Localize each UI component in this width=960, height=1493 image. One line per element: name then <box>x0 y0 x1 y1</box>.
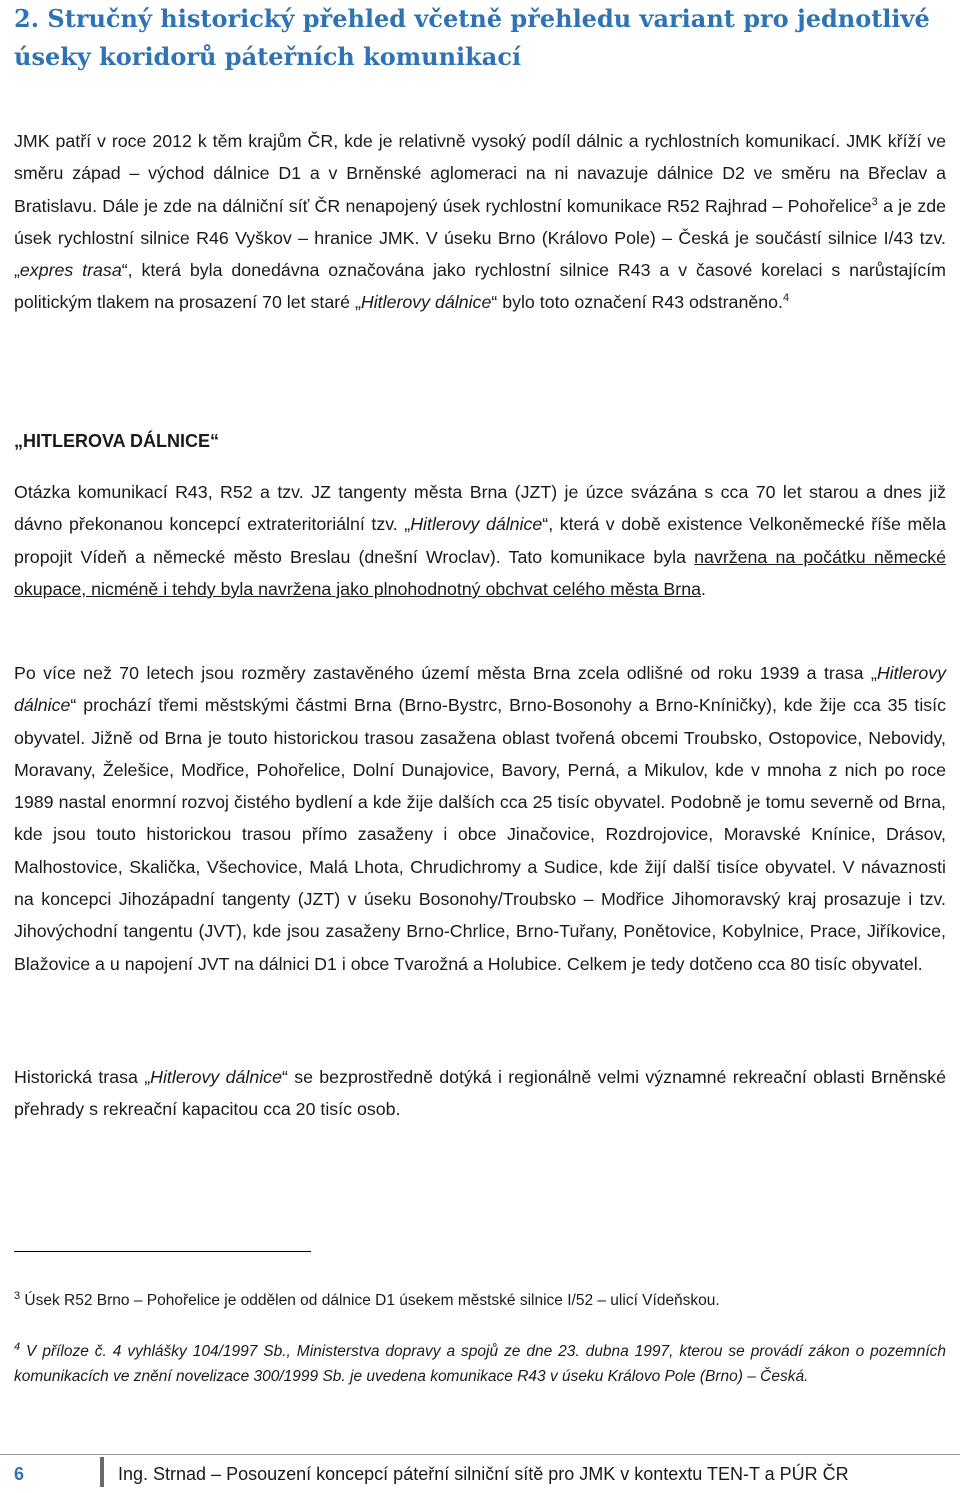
intro-paragraph <box>14 125 946 319</box>
footnote-separator <box>14 1251 311 1252</box>
paragraph-recreation <box>14 1061 946 1126</box>
footnote-text: V příloze č. 4 vyhlášky 104/1997 Sb., Ministerstva dopravy a spojů ze dne 23. dubna 1997, kterou se provádí zákon o pozemních komunikacích ve znění novelizace 300/1999 Sb. je uvedena komunikace R43 v úseku Královo Pole (Brno) – Česká. <box>14 1343 946 1385</box>
footnote-ref-4[interactable]: 4 <box>782 292 790 305</box>
italic-term: Hitlerovy dálnice <box>360 292 492 313</box>
footnote-number: 3 <box>14 1289 21 1302</box>
subheading-hitlerova-dalnice: „HITLEROVA DÁLNICE“ <box>14 431 219 451</box>
section-heading-line-1: 2. Stručný historický přehled včetně přehledu variant pro jednotlivé <box>14 4 930 33</box>
section-heading-line-2: úseky koridorů páteřních komunikací <box>14 42 522 71</box>
footer-divider <box>100 1457 104 1487</box>
text-run: a je zde úsek rychlostní silnice R46 Vyškov – hranice JMK. V úseku Brno (Královo Pole) – Česká je součástí silnice I/43 tzv. „ <box>14 195 947 281</box>
italic-term: expres trasa <box>19 260 122 281</box>
paragraph-question <box>14 476 946 605</box>
paragraph-population <box>14 657 946 980</box>
underlined-text: navržena na počátku německé okupace, nicméně i tehdy byla navržena jako plnohodnotný obchvat celého města Brna <box>14 546 946 599</box>
text-run: JMK patří v roce 2012 k těm krajům ČR, kde je relativně vysoký podíl dálnic a rychlostních komunikací. JMK kříží ve směru západ – východ dálnice D1 a v Brněnské aglomeraci na ni navazuje dálnice D2 ve směru na Břeclav a Bratislavu. Dále je zde na dálniční síť ČR nenapojený úsek rychlostní komunikace R52 Rajhrad – Pohořelice <box>14 131 946 216</box>
italic-term: Hitlerovy dálnice <box>14 663 946 716</box>
text-run: “ prochází třemi městskými částmi Brna (Brno-Bystrc, Brno-Bosonohy a Brno-Kníničky), kde žije cca 35 tisíc obyvatel. Jižně od Brna je touto historickou trasou zasažena oblast tvořená obcemi Troubsko, Ostopovice, Nebovidy, Moravany, Želešice, Modřice, Pohořelice, Dolní Dunajovice, Bavory, Perná, a Mikulov, kde v mnoha z nich po roce 1989 nastal enormní rozvoj čistého bydlení a kde žije dalších cca 25 tisíc obyvatel. Podobně je tomu severně od Brna, kde jsou touto historickou trasou přímo zasaženy i obce Jinačovice, Rozdrojovice, Moravské Knínice, Drásov, Malhostovice, Skalička, Všechovice, Malá Lhota, Chrudichromy a Sudice, kde žijí další tisíce obyvatel. V návaznosti na koncepci Jihozápadní tangenty (JZT) v úseku Bosonohy/Troubsko – Modřice Jihomoravský kraj prosazuje i tzv. Jihovýchodní tangentu (JVT), kde jsou zasaženy Brno-Chrlice, Brno-Tuřany, Ponětovice, Kobylnice, Prace, Jiříkovice, Blažovice a u napojení JVT na dálnici D1 i obce Tvarožná a Holubice. Celkem je tedy dotčeno cca 80 tisíc obyvatel. <box>14 695 946 974</box>
footnote-4 <box>14 1339 946 1389</box>
footnote-text: Úsek R52 Brno – Pohořelice je oddělen od dálnice D1 úsekem městské silnice I/52 – ulicí Vídeňskou. <box>20 1292 720 1309</box>
text-run: Po více než 70 letech jsou rozměry zastavěného území města Brna zcela odlišné od roku 1939 a trasa „ <box>14 663 877 683</box>
footer-title: Ing. Strnad – Posouzení koncepcí páteřní silniční sítě pro JMK v kontextu TEN-T a PÚR ČR <box>118 1464 849 1484</box>
footnote-number: 4 <box>14 1340 21 1353</box>
page-number: 6 <box>14 1464 25 1484</box>
footnote-ref-3[interactable]: 3 <box>871 195 878 208</box>
text-run: . <box>701 578 706 599</box>
text-run: “, která v době existence Velkoněmecké říše měla propojit Vídeň a německé město Breslau (dnešní Wroclav). Tato komunikace byla <box>14 514 947 567</box>
text-run: “ se bezprostředně dotýká i regionálně velmi významné rekreační oblasti Brněnské přehrady s rekreační kapacitou cca 20 tisíc osob. <box>14 1067 947 1120</box>
page-footer <box>0 1454 960 1493</box>
text-run: “ bylo toto označení R43 odstraněno. <box>491 292 783 313</box>
text-run: “, která byla donedávna označována jako rychlostní silnice R43 a v časové korelaci s narůstajícím politickým tlakem na prosazení 70 let staré „ <box>14 260 946 313</box>
text-run: Historická trasa „ <box>14 1067 151 1087</box>
text-run: Otázka komunikací R43, R52 a tzv. JZ tangenty města Brna (JZT) je úzce svázána s cca 70 let starou a dnes již dávno překonanou koncepcí extrateritoriální tzv. „ <box>14 482 946 535</box>
section-heading <box>14 0 950 76</box>
italic-term: Hitlerovy dálnice <box>150 1067 282 1087</box>
italic-term: Hitlerovy dálnice <box>410 514 543 535</box>
footnote-3 <box>14 1288 946 1313</box>
